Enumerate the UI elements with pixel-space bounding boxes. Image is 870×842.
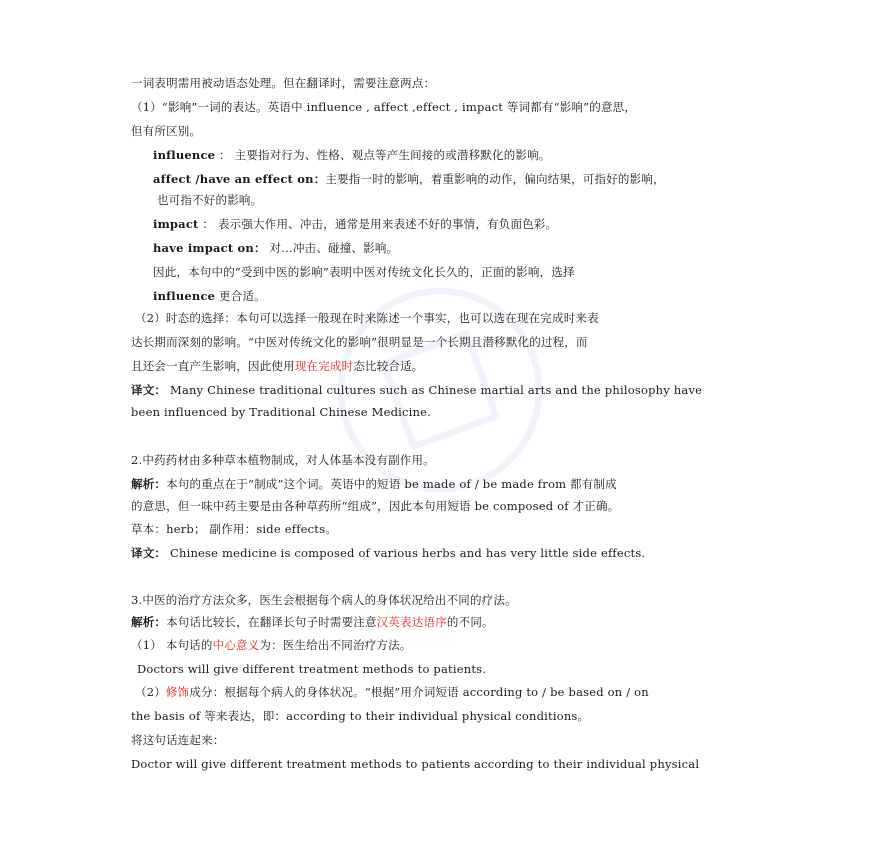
- analysis-3-point-1: （1） 本句话的中心意义为：医生给出不同治疗方法。: [131, 638, 412, 652]
- vocabulary-line: 草本：herb； 副作用：side effects。: [131, 522, 337, 536]
- combined-translation-line: Doctor will give different treatment methods to patients according to their individual physical: [131, 757, 700, 771]
- definition-have-impact-on: have impact on： 对…冲击、碰撞、影响。: [153, 241, 399, 255]
- term-have-impact-on: have impact on：: [153, 241, 266, 255]
- highlight-word-order: 汉英表达语序: [376, 615, 447, 629]
- term-influence: influence: [153, 148, 216, 162]
- analysis-2-line: 解析：本句的重点在于“制成”这个词。英语中的短语 be made of / be made from 都有制成: [131, 477, 617, 491]
- point-2-line-3: 且还会一直产生影响，因此使用现在完成时态比较合适。: [131, 359, 424, 373]
- conclusion-line: 因此，本句中的“受到中医的影响”表明中医对传统文化长久的，正面的影响，选择: [153, 265, 575, 279]
- paragraph-intro: 一词表明需用被动语态处理。但在翻译时，需要注意两点：: [131, 76, 436, 90]
- translation-label: 译文：: [131, 383, 167, 397]
- highlight-modifier: 修饰: [165, 685, 190, 699]
- term-influence-choice: influence: [153, 289, 216, 303]
- point-2-line-2: 达长期而深刻的影响。“中医对传统文化的影响”很明显是一个长期且潜移默化的过程，而: [131, 335, 588, 349]
- point-1-continuation: 但有所区别。: [131, 124, 202, 138]
- definition-affect: affect /have an effect on：主要指一时的影响，着重影响的动作，偏向结果，可指好的影响，: [153, 172, 665, 186]
- definition-influence: influence ： 主要指对行为、性格、观点等产生间接的或潜移默化的影响。: [153, 148, 551, 162]
- definition-impact: impact ： 表示强大作用、冲击，通常是用来表述不好的事情，有负面色彩。: [153, 217, 558, 231]
- term-affect: affect /have an effect on：: [153, 172, 326, 186]
- analysis-label: 解析：: [131, 477, 167, 491]
- question-2-title: 2.中药药材由多种草本植物制成，对人体基本没有副作用。: [131, 453, 435, 467]
- combine-instruction: 将这句话连起来：: [131, 733, 225, 747]
- translation-label: 译文：: [131, 546, 167, 560]
- definition-affect-continuation: 也可指不好的影响。: [157, 193, 263, 207]
- point-1-line: （1）“影响”一词的表达。英语中 influence , affect ,effect , impact 等词都有“影响”的意思，: [131, 100, 637, 114]
- analysis-3-point-2-continuation: the basis of 等来表达，即：according to their individual physical conditions。: [131, 709, 590, 723]
- point-2-line: （2）时态的选择：本句可以选择一般现在时来陈述一个事实，也可以选在现在完成时来表: [135, 311, 599, 325]
- highlight-core-meaning: 中心意义: [212, 638, 260, 652]
- analysis-label: 解析：: [131, 615, 167, 629]
- analysis-3-point-2: （2）修饰成分：根据每个病人的身体状况。“根据”用介词短语 according to / be based on / on: [135, 685, 649, 699]
- highlight-present-perfect: 现在完成时: [294, 359, 354, 373]
- translation-2-line: 译文： Chinese medicine is composed of various herbs and has very little side effects.: [131, 546, 646, 560]
- term-impact: impact: [153, 217, 199, 231]
- analysis-3-line: 解析：本句话比较长，在翻译长句子时需要注意汉英表达语序的不同。: [131, 615, 494, 629]
- question-3-title: 3.中医的治疗方法众多，医生会根据每个病人的身体状况给出不同的疗法。: [131, 593, 517, 607]
- analysis-2-line-2: 的意思，但一味中药主要是由各种草药所“组成”，因此本句用短语 be composed of 才正确。: [131, 499, 620, 513]
- translation-1-line: 译文： Many Chinese traditional cultures such as Chinese martial arts and the philosophy have: [131, 383, 703, 397]
- translation-1-continuation: been influenced by Traditional Chinese Medicine.: [131, 405, 431, 419]
- analysis-3-english-1: Doctors will give different treatment methods to patients.: [137, 662, 487, 676]
- conclusion-continuation: influence 更合适。: [153, 289, 266, 303]
